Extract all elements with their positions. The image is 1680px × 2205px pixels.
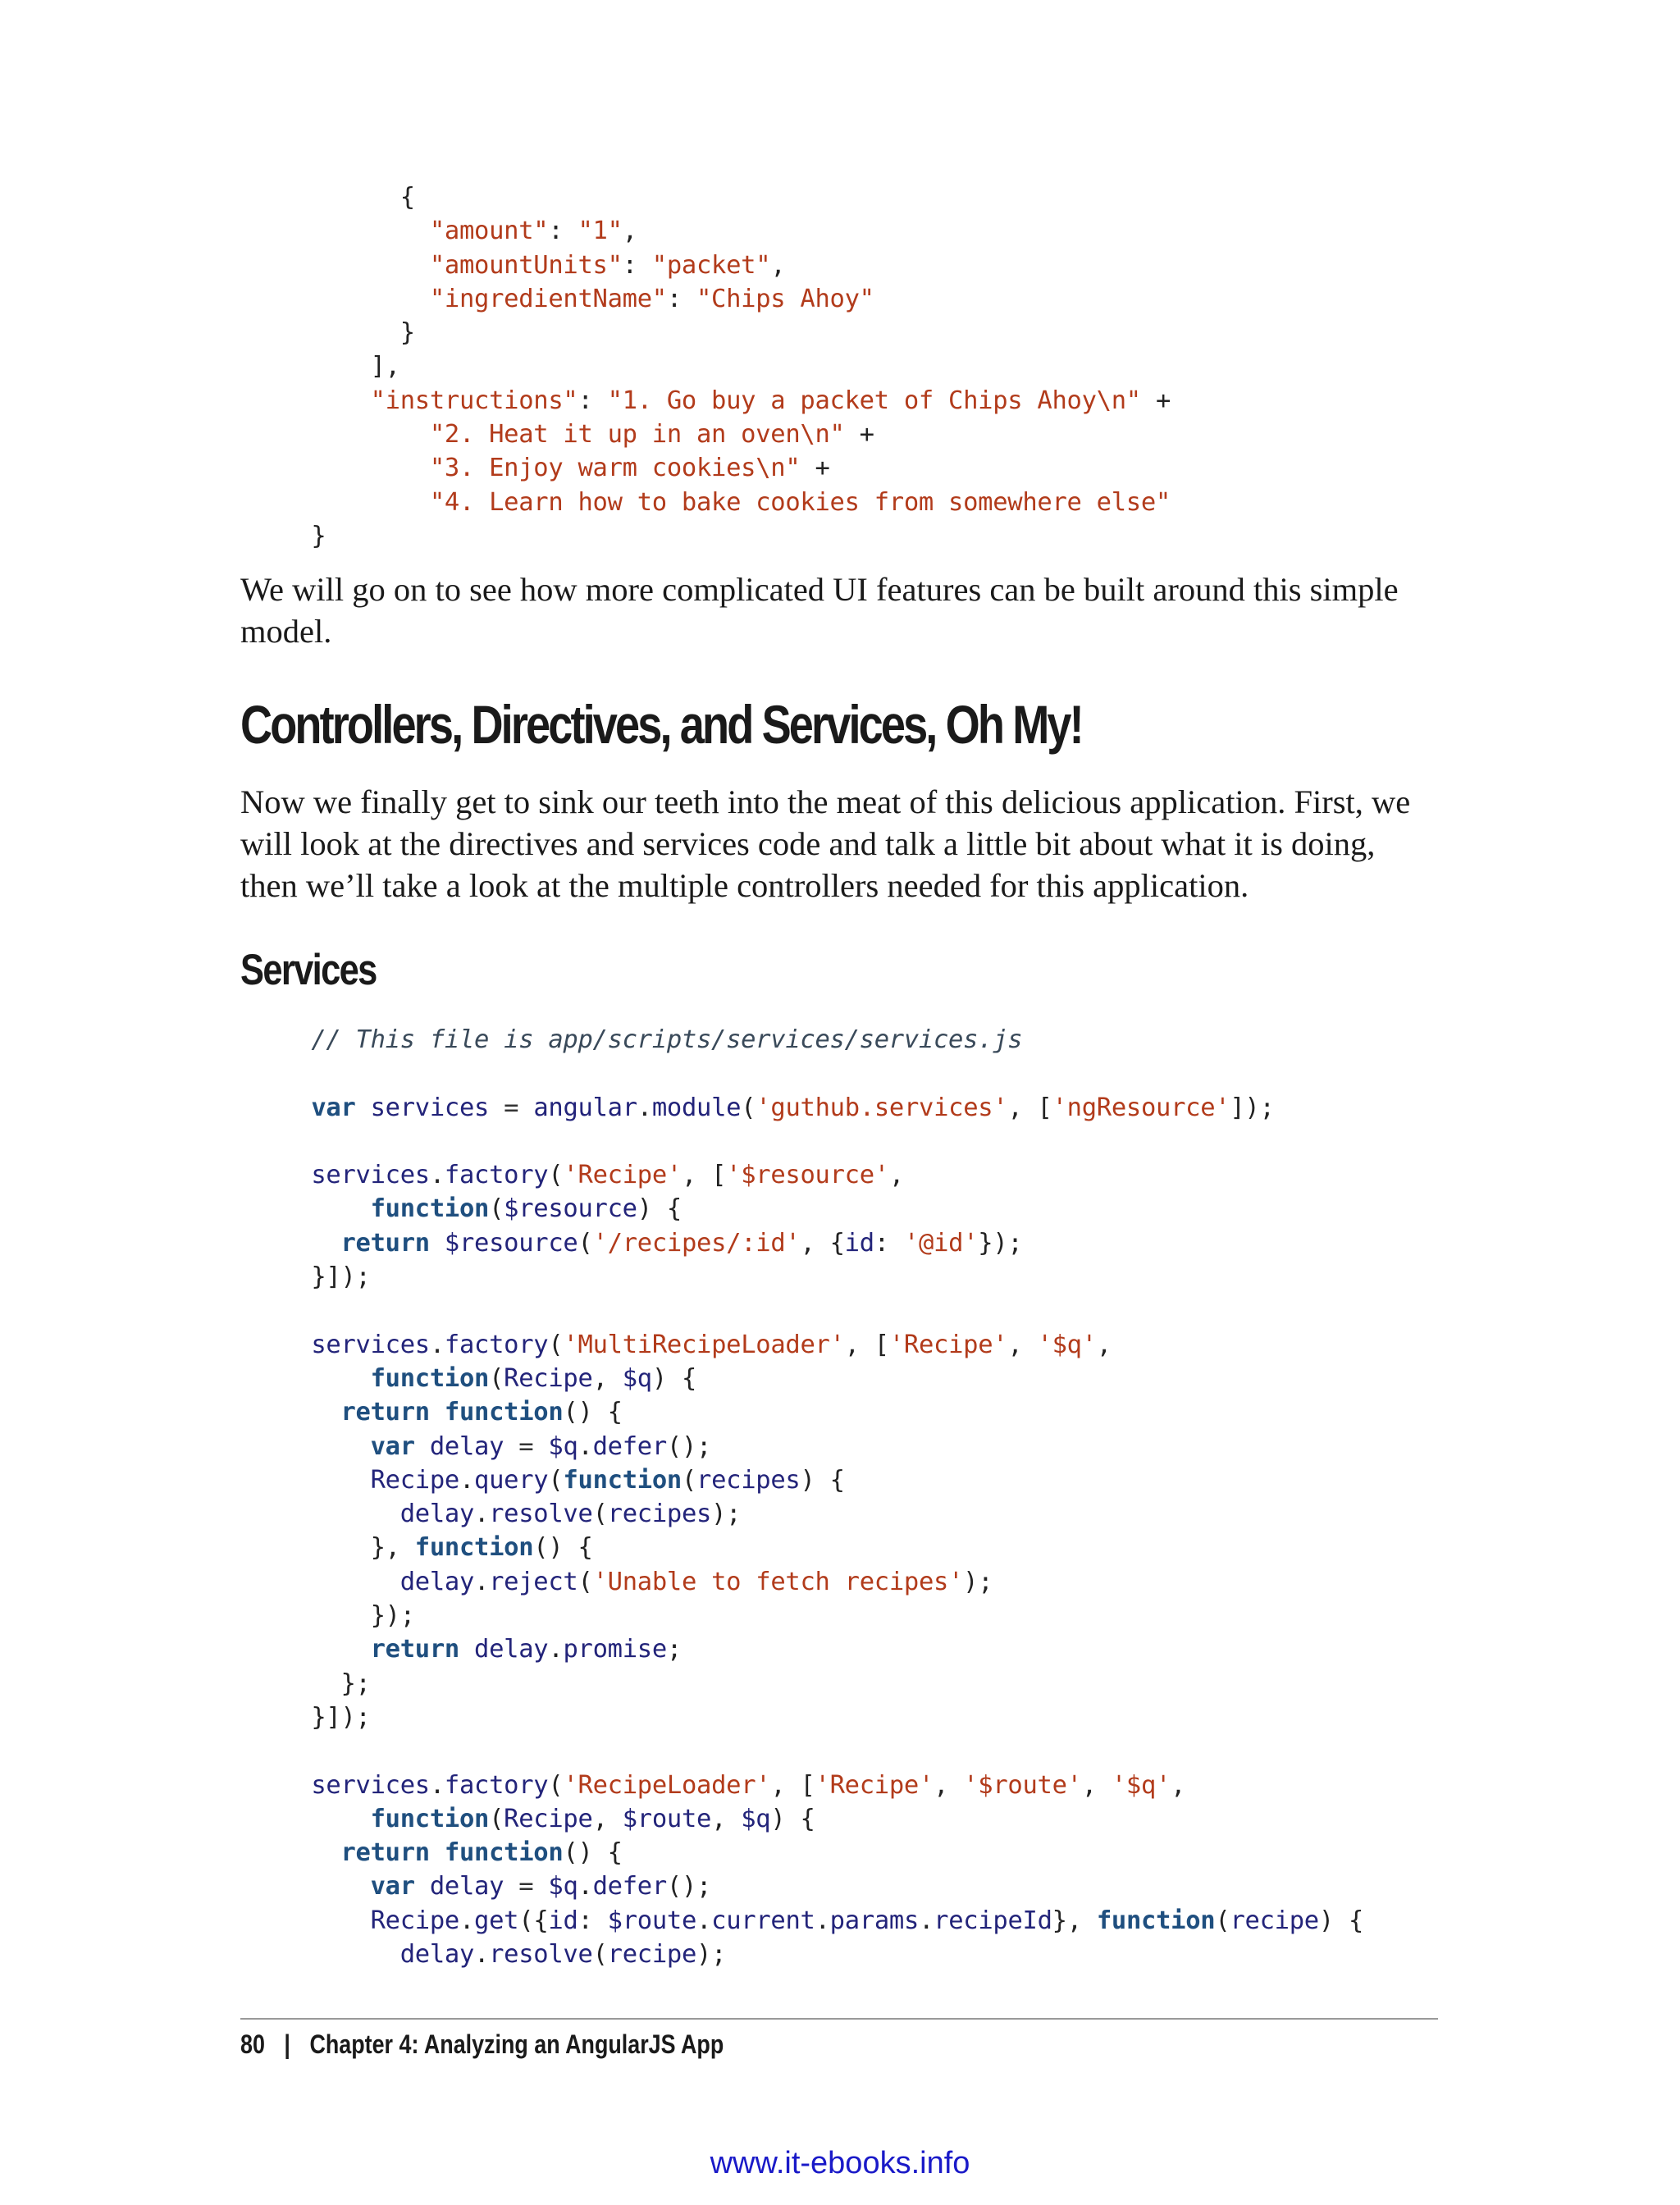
code-token: . (474, 1567, 490, 1596)
code-line (0, 180, 1680, 214)
code-token: ) { (800, 1465, 845, 1495)
code-line (0, 418, 1680, 451)
code-token: + (800, 454, 830, 483)
code-token: function (563, 1465, 682, 1495)
code-token: : (666, 284, 696, 313)
code-token: . (429, 1161, 445, 1190)
code-line (0, 1497, 1680, 1531)
code-token: () { (533, 1533, 593, 1563)
code-token: resolve (489, 1940, 593, 1970)
code-token: ( (741, 1093, 756, 1122)
code-token: 'Recipe' (563, 1161, 682, 1190)
code-token: }, (1052, 1906, 1097, 1935)
code-token: , [ (844, 1330, 889, 1359)
code-token: get (474, 1906, 519, 1935)
code-token: : (622, 250, 652, 280)
code-token: . (919, 1906, 934, 1935)
code-token: : (578, 1906, 608, 1935)
code-token: . (459, 1465, 475, 1495)
code-token: }, (370, 1533, 415, 1563)
code-token: '@id' (903, 1228, 979, 1258)
code-token: ) { (637, 1194, 682, 1224)
code-token: $route (622, 1804, 712, 1833)
code-token: recipeId (934, 1906, 1052, 1935)
code-token: } (311, 521, 326, 550)
code-token: }; (340, 1669, 371, 1698)
code-token: ( (548, 1161, 564, 1190)
code-token: services (311, 1161, 430, 1190)
code-token: , (711, 1804, 742, 1833)
code-token: return (340, 1838, 430, 1868)
code-line (0, 316, 1680, 349)
code-token: ]); (1230, 1093, 1275, 1122)
code-token: (); (666, 1431, 712, 1461)
code-token: (); (666, 1872, 712, 1901)
subsection-heading: Services (240, 946, 377, 994)
code-token: , (1007, 1330, 1038, 1359)
code-token: recipe (607, 1940, 697, 1970)
code-token: . (578, 1872, 593, 1901)
code-token: id (548, 1906, 578, 1935)
code-token: : (874, 1228, 904, 1258)
code-token: services (311, 1330, 430, 1359)
code-token: ); (963, 1567, 993, 1596)
code-token: ( (548, 1330, 564, 1359)
code-token: ( (578, 1567, 593, 1596)
code-token: 'MultiRecipeLoader' (563, 1330, 845, 1359)
code-token: factory (444, 1770, 549, 1800)
code-token: , [ (681, 1161, 727, 1190)
code-line (0, 1599, 1680, 1632)
code-line (0, 214, 1680, 248)
code-token: delay (399, 1500, 475, 1529)
code-token: } (399, 318, 415, 348)
code-line (0, 1125, 1680, 1158)
code-token: , (1171, 1770, 1186, 1800)
code-block-services (0, 1023, 1680, 1971)
code-line (0, 1328, 1680, 1362)
code-token: : (548, 217, 578, 246)
code-token: ) { (1318, 1906, 1364, 1935)
code-token: ( (681, 1465, 697, 1495)
code-token: factory (444, 1330, 549, 1359)
code-token: , (592, 1363, 623, 1393)
code-token: $q (548, 1431, 578, 1461)
code-token: }]); (311, 1702, 371, 1732)
code-line (0, 1531, 1680, 1564)
code-line (0, 1192, 1680, 1226)
code-token (430, 1398, 445, 1427)
code-token: recipes (607, 1500, 712, 1529)
code-token: var (311, 1093, 356, 1122)
code-line (0, 349, 1680, 383)
code-block-json-model (0, 180, 1680, 553)
code-token: , (1081, 1770, 1112, 1800)
code-token: '/recipes/:id' (592, 1228, 801, 1258)
code-token: , [ (1007, 1093, 1052, 1122)
code-token: recipes (696, 1465, 801, 1495)
code-token: () { (563, 1838, 623, 1868)
code-token: 'RecipeLoader' (563, 1770, 771, 1800)
code-token: 'Recipe' (888, 1330, 1008, 1359)
code-token: // This file is app/scripts/services/services.js (311, 1025, 1023, 1054)
code-token: function (414, 1533, 534, 1563)
code-token: defer (592, 1431, 667, 1461)
code-token: function (1096, 1906, 1216, 1935)
code-token: module (651, 1093, 742, 1122)
chapter-title: Chapter 4: Analyzing an AngularJS App (309, 2029, 724, 2059)
code-token: return (370, 1635, 459, 1664)
code-line (0, 1091, 1680, 1125)
code-token: ) { (770, 1804, 815, 1833)
code-token: delay (414, 1872, 519, 1901)
body-paragraph: We will go on to see how more complicated UI features can be built around this simple model. (240, 571, 1399, 650)
code-token: var (370, 1431, 415, 1461)
code-token: resolve (489, 1500, 593, 1529)
code-token: "2. Heat it up in an oven\n" (429, 420, 845, 450)
code-line (0, 1836, 1680, 1869)
code-token: , (1096, 1330, 1112, 1359)
code-token: + (1140, 386, 1171, 415)
code-token: ) { (651, 1363, 697, 1393)
code-token: "amount" (429, 217, 549, 246)
code-line (0, 1769, 1680, 1802)
code-token: function (370, 1363, 490, 1393)
code-token: $q (548, 1872, 578, 1901)
code-token: $resource (504, 1194, 637, 1224)
section-heading: Controllers, Directives, and Services, Oh My! (240, 694, 1082, 755)
code-token: factory (444, 1161, 549, 1190)
code-line (0, 1260, 1680, 1294)
code-token: "ingredientName" (429, 284, 667, 313)
code-line (0, 1565, 1680, 1599)
body-paragraph-intro: Now we finally get to sink our teeth into the meat of this delicious application. First, we will look at the directives and services code and talk a little bit about what it is doing, then we’ll take a look at the multiple controllers needed for this application. (240, 783, 1411, 904)
code-token: , (888, 1161, 904, 1190)
code-token: ); (711, 1500, 742, 1529)
code-token: ( (548, 1465, 564, 1495)
code-token: ); (696, 1940, 727, 1970)
code-line (0, 1701, 1680, 1734)
code-token: function (370, 1194, 490, 1224)
code-token: () { (563, 1398, 623, 1427)
code-token: . (815, 1906, 830, 1935)
code-line (0, 451, 1680, 485)
code-token: Recipe (504, 1363, 593, 1393)
code-token: = (518, 1431, 549, 1461)
code-token: 'Recipe' (815, 1770, 934, 1800)
code-token: . (548, 1635, 564, 1664)
code-token: ( (489, 1804, 504, 1833)
code-token: angular (533, 1093, 637, 1122)
code-token: , (770, 250, 786, 280)
code-token: ( (489, 1194, 504, 1224)
code-token: services (355, 1093, 504, 1122)
code-token: "3. Enjoy warm cookies\n" (429, 454, 801, 483)
code-token: ( (1215, 1906, 1230, 1935)
code-token: query (474, 1465, 549, 1495)
code-token: "packet" (651, 250, 771, 280)
code-token: = (518, 1872, 549, 1901)
code-token: 'ngResource' (1052, 1093, 1230, 1122)
code-line (0, 1632, 1680, 1666)
code-token: ( (548, 1770, 564, 1800)
code-token: = (504, 1093, 534, 1122)
code-token: '$resource' (726, 1161, 889, 1190)
code-token: . (696, 1906, 712, 1935)
code-token: + (844, 420, 874, 450)
code-token: function (370, 1804, 490, 1833)
code-token: delay (399, 1567, 475, 1596)
watermark-link[interactable]: www.it-ebooks.info (710, 2146, 970, 2180)
code-token: Recipe (370, 1906, 459, 1935)
code-token: "1" (578, 217, 623, 246)
code-token: 'Unable to fetch recipes' (592, 1567, 964, 1596)
code-line (0, 1734, 1680, 1768)
code-token: function (444, 1838, 564, 1868)
code-token: ( (592, 1940, 608, 1970)
code-token: var (370, 1872, 415, 1901)
code-line (0, 282, 1680, 316)
code-token: '$route' (963, 1770, 1082, 1800)
code-line (0, 1667, 1680, 1701)
code-token: params (829, 1906, 920, 1935)
code-line (0, 249, 1680, 282)
code-token: delay (399, 1940, 475, 1970)
code-token (430, 1838, 445, 1867)
code-token: $route (607, 1906, 697, 1935)
code-token: , (622, 217, 637, 246)
code-token: $resource (429, 1228, 578, 1258)
code-token: "amountUnits" (429, 250, 623, 280)
code-token: Recipe (504, 1804, 593, 1833)
code-token: reject (489, 1567, 578, 1596)
code-line (0, 1294, 1680, 1327)
code-token: "Chips Ahoy" (696, 284, 874, 313)
code-token: "instructions" (370, 386, 578, 415)
code-token: . (429, 1770, 445, 1800)
code-line (0, 1463, 1680, 1497)
code-token: "1. Go buy a packet of Chips Ahoy\n" (607, 386, 1141, 415)
code-token: $q (741, 1804, 771, 1833)
code-token: . (578, 1431, 593, 1461)
code-token: ( (592, 1500, 608, 1529)
code-line (0, 1057, 1680, 1090)
code-token: . (474, 1500, 490, 1529)
code-line (0, 1362, 1680, 1395)
page-footer (240, 2029, 724, 2060)
code-token: , { (800, 1228, 845, 1258)
code-line (0, 519, 1680, 553)
code-line (0, 1869, 1680, 1903)
code-token: ], (370, 352, 400, 381)
code-token: "4. Learn how to bake cookies from somewhere else" (429, 487, 1171, 517)
code-token: }]); (311, 1262, 371, 1292)
code-token: return (340, 1398, 430, 1427)
code-token: promise (563, 1635, 667, 1664)
code-token: , (934, 1770, 964, 1800)
code-line (0, 1904, 1680, 1938)
code-token: delay (459, 1635, 549, 1664)
code-token: , (592, 1804, 623, 1833)
code-token: ({ (518, 1906, 549, 1935)
code-token: . (637, 1093, 652, 1122)
page-number: 80 (240, 2029, 265, 2059)
code-token: , [ (770, 1770, 815, 1800)
code-token: '$q' (1037, 1330, 1097, 1359)
code-token: current (711, 1906, 815, 1935)
code-line (0, 384, 1680, 418)
code-line (0, 1158, 1680, 1192)
code-token: 'guthub.services' (756, 1093, 1008, 1122)
code-token: . (429, 1330, 445, 1359)
code-token: . (459, 1906, 475, 1935)
code-token: defer (592, 1872, 667, 1901)
code-token: ( (489, 1363, 504, 1393)
code-line (0, 1226, 1680, 1260)
code-token: services (311, 1770, 430, 1800)
code-token: }); (370, 1601, 415, 1631)
code-token: '$q' (1111, 1770, 1171, 1800)
code-token: { (399, 183, 415, 212)
code-line (0, 1395, 1680, 1429)
code-token: recipe (1230, 1906, 1319, 1935)
code-token: . (474, 1940, 490, 1970)
code-line (0, 1430, 1680, 1463)
code-token: ; (666, 1635, 682, 1664)
code-token: function (444, 1398, 564, 1427)
code-line (0, 1802, 1680, 1836)
code-token: }); (978, 1228, 1023, 1258)
code-token: : (578, 386, 608, 415)
code-line (0, 486, 1680, 519)
code-token: delay (414, 1431, 519, 1461)
footer-rule (240, 2018, 1438, 2020)
code-token: return (340, 1228, 430, 1258)
footer-separator: | (284, 2029, 290, 2059)
code-token: ( (578, 1228, 593, 1258)
code-token: id (844, 1228, 874, 1258)
code-line (0, 1023, 1680, 1057)
code-token: $q (622, 1363, 652, 1393)
code-token: Recipe (370, 1465, 459, 1495)
code-line (0, 1938, 1680, 1971)
